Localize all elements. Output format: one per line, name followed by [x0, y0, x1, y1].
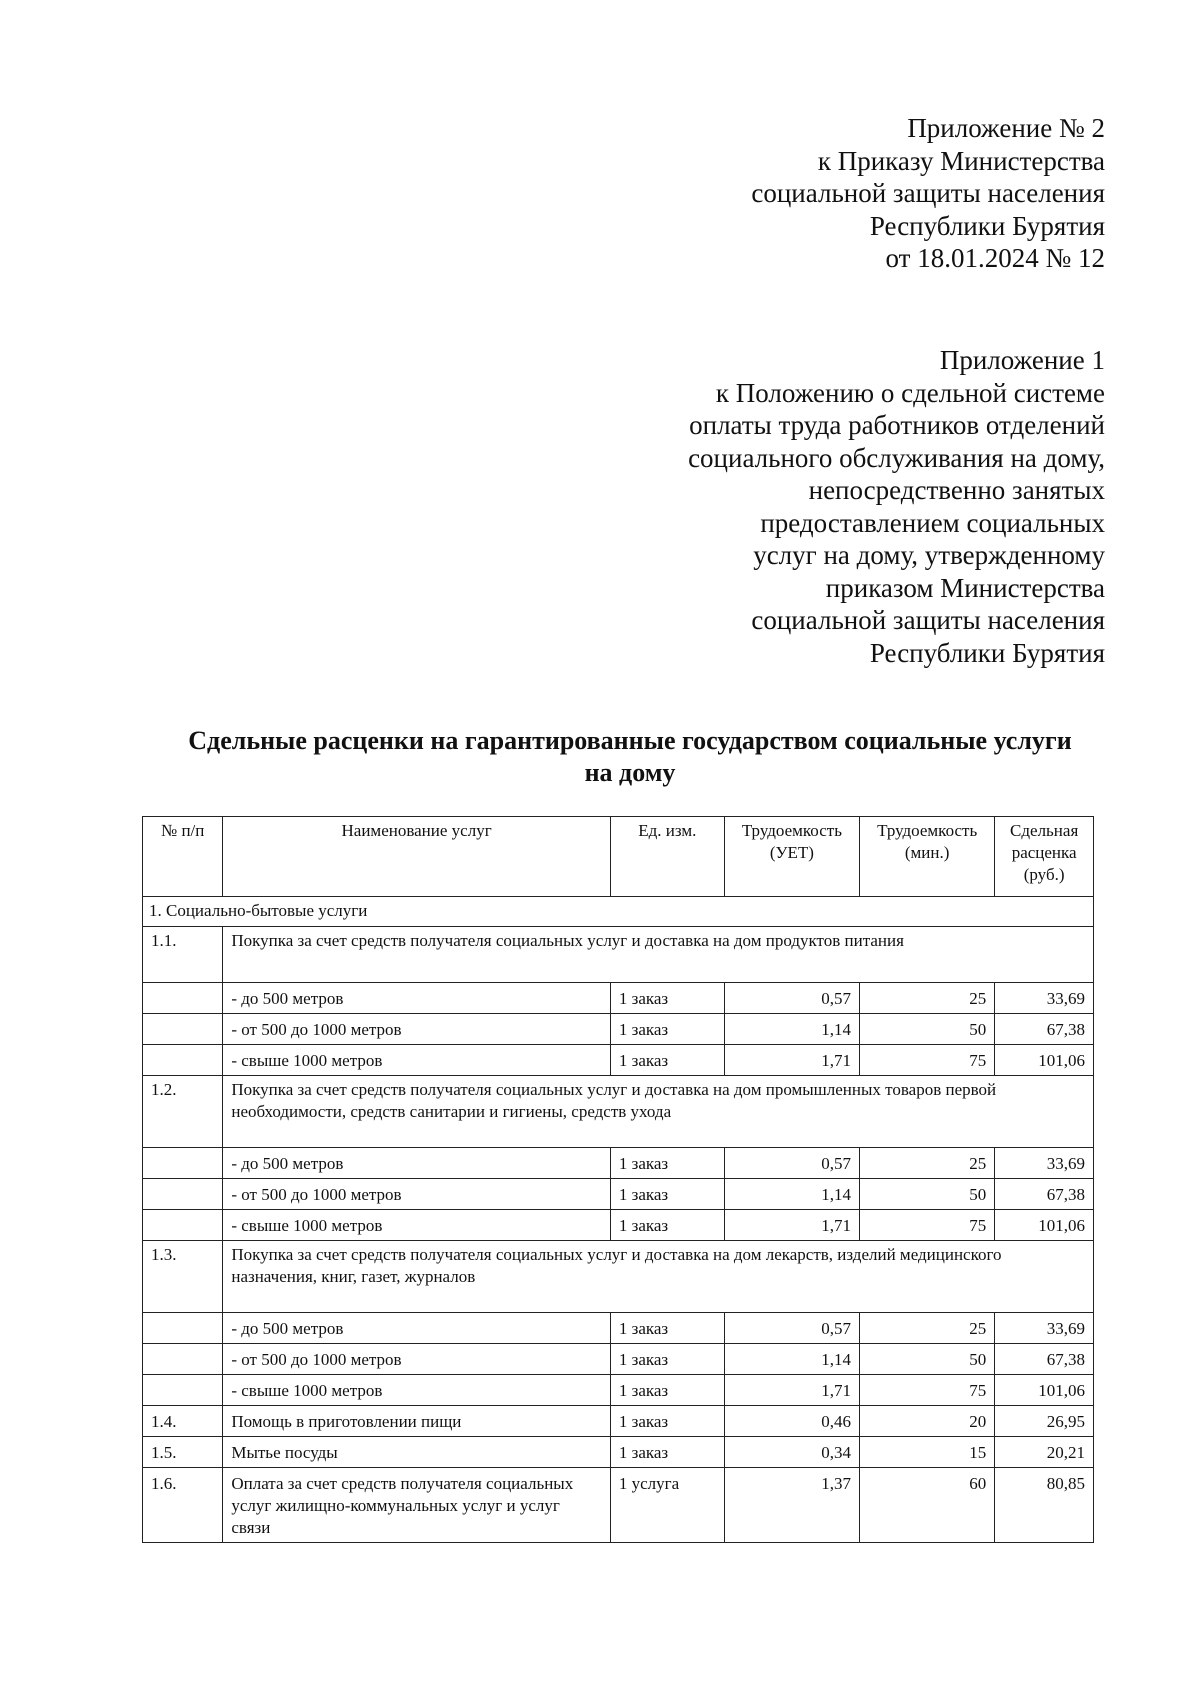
row-price: 67,38 [995, 1179, 1094, 1210]
appendix-2-line: социальной защиты населения [751, 178, 1105, 208]
row-price: 33,69 [995, 1313, 1094, 1344]
row-uet: 1,71 [724, 1210, 859, 1241]
appendix-2-line: Приложение № 2 [907, 113, 1105, 143]
row-num: 1.5. [143, 1437, 223, 1468]
header-uet: Трудоемкость (УЕТ) [724, 817, 859, 897]
row-uet: 1,14 [724, 1179, 859, 1210]
group-title: Покупка за счет средств получателя социальных услуг и доставка на дом промышленных товаров первой необходимости, средств санитарии и гигиены, средств ухода [223, 1076, 1094, 1148]
appendix-2-header [751, 112, 1105, 275]
row-unit: 1 заказ [610, 1210, 724, 1241]
row-min: 20 [860, 1406, 995, 1437]
row-price: 101,06 [995, 1045, 1094, 1076]
table-row [143, 1148, 1094, 1179]
row-min: 60 [860, 1468, 995, 1543]
document-title-line: Сдельные расценки на гарантированные государством социальные услуги [188, 726, 1072, 755]
row-num [143, 1210, 223, 1241]
row-min: 75 [860, 1210, 995, 1241]
table-row [143, 983, 1094, 1014]
table-row [143, 1014, 1094, 1045]
row-name: Мытье посуды [223, 1437, 611, 1468]
row-price: 20,21 [995, 1437, 1094, 1468]
appendix-2-line: от 18.01.2024 № 12 [885, 243, 1105, 273]
row-num [143, 1179, 223, 1210]
row-name: Оплата за счет средств получателя социальных услуг жилищно-коммунальных услуг и услуг связи [223, 1468, 611, 1543]
row-uet: 1,14 [724, 1344, 859, 1375]
row-price: 33,69 [995, 983, 1094, 1014]
row-unit: 1 заказ [610, 1344, 724, 1375]
header-unit: Ед. изм. [610, 817, 724, 897]
row-num: 1.6. [143, 1468, 223, 1543]
table-row [143, 1210, 1094, 1241]
row-uet: 1,71 [724, 1045, 859, 1076]
row-unit: 1 заказ [610, 1045, 724, 1076]
header-price: Сдельная расценка (руб.) [995, 817, 1094, 897]
document-title-line: на дому [584, 758, 676, 787]
row-price: 101,06 [995, 1210, 1094, 1241]
row-unit: 1 заказ [610, 1437, 724, 1468]
row-unit: 1 заказ [610, 1313, 724, 1344]
row-min: 25 [860, 1148, 995, 1179]
row-num [143, 1313, 223, 1344]
row-name: - до 500 метров [223, 1148, 611, 1179]
row-price: 80,85 [995, 1468, 1094, 1543]
row-num: 1.4. [143, 1406, 223, 1437]
group-title-row [143, 1241, 1094, 1313]
row-min: 75 [860, 1045, 995, 1076]
row-min: 50 [860, 1344, 995, 1375]
rates-table [142, 816, 1094, 1543]
row-min: 75 [860, 1375, 995, 1406]
appendix-2-line: к Приказу Министерства [817, 145, 1105, 176]
row-name: - до 500 метров [223, 1313, 611, 1344]
row-name: - свыше 1000 метров [223, 1210, 611, 1241]
group-title: Покупка за счет средств получателя социальных услуг и доставка на дом лекарств, изделий медицинского назначения, книг, газет, журналов [223, 1241, 1094, 1313]
appendix-1-line: предоставлением социальных [760, 507, 1105, 538]
appendix-1-line: социального обслуживания на дому, [688, 442, 1105, 473]
table-row [143, 1313, 1094, 1344]
row-num [143, 1014, 223, 1045]
row-name: Помощь в приготовлении пищи [223, 1406, 611, 1437]
row-uet: 1,14 [724, 1014, 859, 1045]
row-unit: 1 заказ [610, 1148, 724, 1179]
row-name: - свыше 1000 метров [223, 1375, 611, 1406]
table-row [143, 1344, 1094, 1375]
row-min: 50 [860, 1179, 995, 1210]
table-row [143, 1045, 1094, 1076]
header-name: Наименование услуг [223, 817, 611, 897]
appendix-2-line: Республики Бурятия [869, 210, 1105, 241]
group-num: 1.2. [143, 1076, 223, 1148]
row-price: 67,38 [995, 1344, 1094, 1375]
table-header-row [143, 817, 1094, 897]
row-price: 101,06 [995, 1375, 1094, 1406]
table-row [143, 1406, 1094, 1437]
row-unit: 1 заказ [610, 1375, 724, 1406]
row-min: 25 [860, 983, 995, 1014]
appendix-1-header [688, 344, 1105, 669]
row-num [143, 1344, 223, 1375]
group-title-row [143, 1076, 1094, 1148]
row-min: 50 [860, 1014, 995, 1045]
row-price: 33,69 [995, 1148, 1094, 1179]
section-title: 1. Социально-бытовые услуги [143, 897, 1094, 927]
row-uet: 0,57 [724, 1313, 859, 1344]
appendix-1-line: приказом Министерства [825, 572, 1105, 603]
row-num [143, 1045, 223, 1076]
row-name: - свыше 1000 метров [223, 1045, 611, 1076]
row-unit: 1 заказ [610, 983, 724, 1014]
document-title [130, 725, 1130, 789]
appendix-1-line: Приложение 1 [939, 345, 1105, 375]
row-uet: 1,71 [724, 1375, 859, 1406]
row-unit: 1 услуга [610, 1468, 724, 1543]
row-uet: 0,46 [724, 1406, 859, 1437]
group-title-row [143, 927, 1094, 983]
row-uet: 1,37 [724, 1468, 859, 1543]
group-num: 1.1. [143, 927, 223, 983]
row-unit: 1 заказ [610, 1406, 724, 1437]
row-min: 25 [860, 1313, 995, 1344]
row-num [143, 983, 223, 1014]
table-row [143, 1468, 1094, 1543]
section-row [143, 897, 1094, 927]
appendix-1-line: к Положению о сдельной системе [715, 377, 1105, 408]
header-num: № п/п [143, 817, 223, 897]
row-min: 15 [860, 1437, 995, 1468]
appendix-1-line: услуг на дому, утвержденному [753, 540, 1105, 570]
row-uet: 0,57 [724, 983, 859, 1014]
row-unit: 1 заказ [610, 1179, 724, 1210]
row-unit: 1 заказ [610, 1014, 724, 1045]
appendix-1-line: оплаты труда работников отделений [689, 410, 1105, 440]
row-price: 26,95 [995, 1406, 1094, 1437]
row-uet: 0,57 [724, 1148, 859, 1179]
row-name: - от 500 до 1000 метров [223, 1179, 611, 1210]
header-min: Трудоемкость (мин.) [860, 817, 995, 897]
appendix-1-line: непосредственно занятых [808, 475, 1105, 505]
row-num [143, 1375, 223, 1406]
row-name: - от 500 до 1000 метров [223, 1344, 611, 1375]
row-name: - до 500 метров [223, 983, 611, 1014]
group-title: Покупка за счет средств получателя социальных услуг и доставка на дом продуктов питания [223, 927, 1094, 983]
appendix-1-line: Республики Бурятия [869, 637, 1105, 668]
appendix-1-line: социальной защиты населения [751, 605, 1105, 635]
table-row [143, 1375, 1094, 1406]
row-name: - от 500 до 1000 метров [223, 1014, 611, 1045]
row-price: 67,38 [995, 1014, 1094, 1045]
row-num [143, 1148, 223, 1179]
row-uet: 0,34 [724, 1437, 859, 1468]
group-num: 1.3. [143, 1241, 223, 1313]
table-row [143, 1179, 1094, 1210]
table-row [143, 1437, 1094, 1468]
